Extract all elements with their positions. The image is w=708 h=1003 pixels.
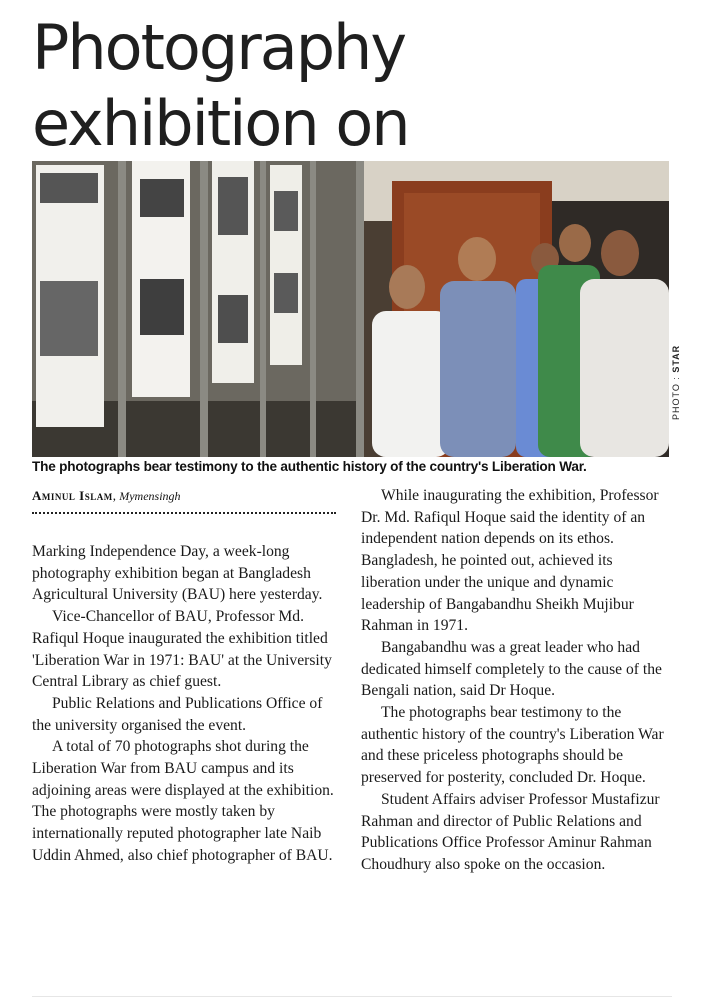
- article-paragraph: Student Affairs adviser Professor Mustafizur Rahman and director of Public Relations and Publications Office Professor Aminur Rahman Choudhury also spoke on the occasion.: [361, 790, 660, 873]
- article-paragraph: Public Relations and Publications Office of the university organised the event.: [32, 694, 323, 734]
- article-paragraph: Vice-Chancellor of BAU, Professor Md. Rafiqul Hoque inaugurated the exhibition titled 'Liberation War in 1971: BAU' at the University Central Library as chief guest.: [32, 608, 332, 691]
- article-paragraph: A total of 70 photographs shot during the Liberation War from BAU campus and its adjoining areas were displayed at the exhibition. The photographs were mostly taken by internationally reputed photographer late Naib Uddin Ahmed, also chief photographer of BAU.: [32, 738, 334, 864]
- byline-location: Mymensingh: [119, 489, 181, 503]
- byline-author: Aminul Islam: [32, 488, 113, 503]
- article-paragraph: The photographs bear testimony to the authentic history of the country's Liberation War and these priceless photographs should be preserved for posterity, concluded Dr. Hoque.: [361, 704, 664, 787]
- news-photo: [32, 161, 669, 457]
- article-paragraph: While inaugurating the exhibition, Professor Dr. Md. Rafiqul Hoque said the identity of an independent nation depends on its ethos. Bangladesh, he pointed out, achieved its liberation under the unique and dynamic leadership of Bangabandhu Sheikh Mujibur Rahman in 1971.: [361, 487, 659, 635]
- photo-caption: The photographs bear testimony to the authentic history of the country's Liberation War.: [32, 459, 587, 474]
- headline: Photography exhibition on: [32, 11, 409, 160]
- photo-credit: [671, 345, 681, 420]
- page-bottom-rule: [32, 996, 672, 997]
- photo-credit-prefix: PHOTO :: [671, 372, 681, 420]
- byline-divider: [32, 512, 336, 514]
- byline: [32, 488, 181, 504]
- photo-credit-source: STAR: [671, 344, 681, 373]
- article-column-right: [361, 485, 671, 876]
- article-paragraph: Marking Independence Day, a week-long photography exhibition began at Bangladesh Agricultural University (BAU) here yesterday.: [32, 543, 323, 604]
- article-column-left: [32, 541, 342, 867]
- byline-separator: ,: [112, 488, 120, 503]
- exhibition-photo-illustration: [32, 161, 669, 457]
- article-paragraph: Bangabandhu was a great leader who had dedicated himself completely to the cause of the Bengali nation, said Dr Hoque.: [361, 638, 662, 700]
